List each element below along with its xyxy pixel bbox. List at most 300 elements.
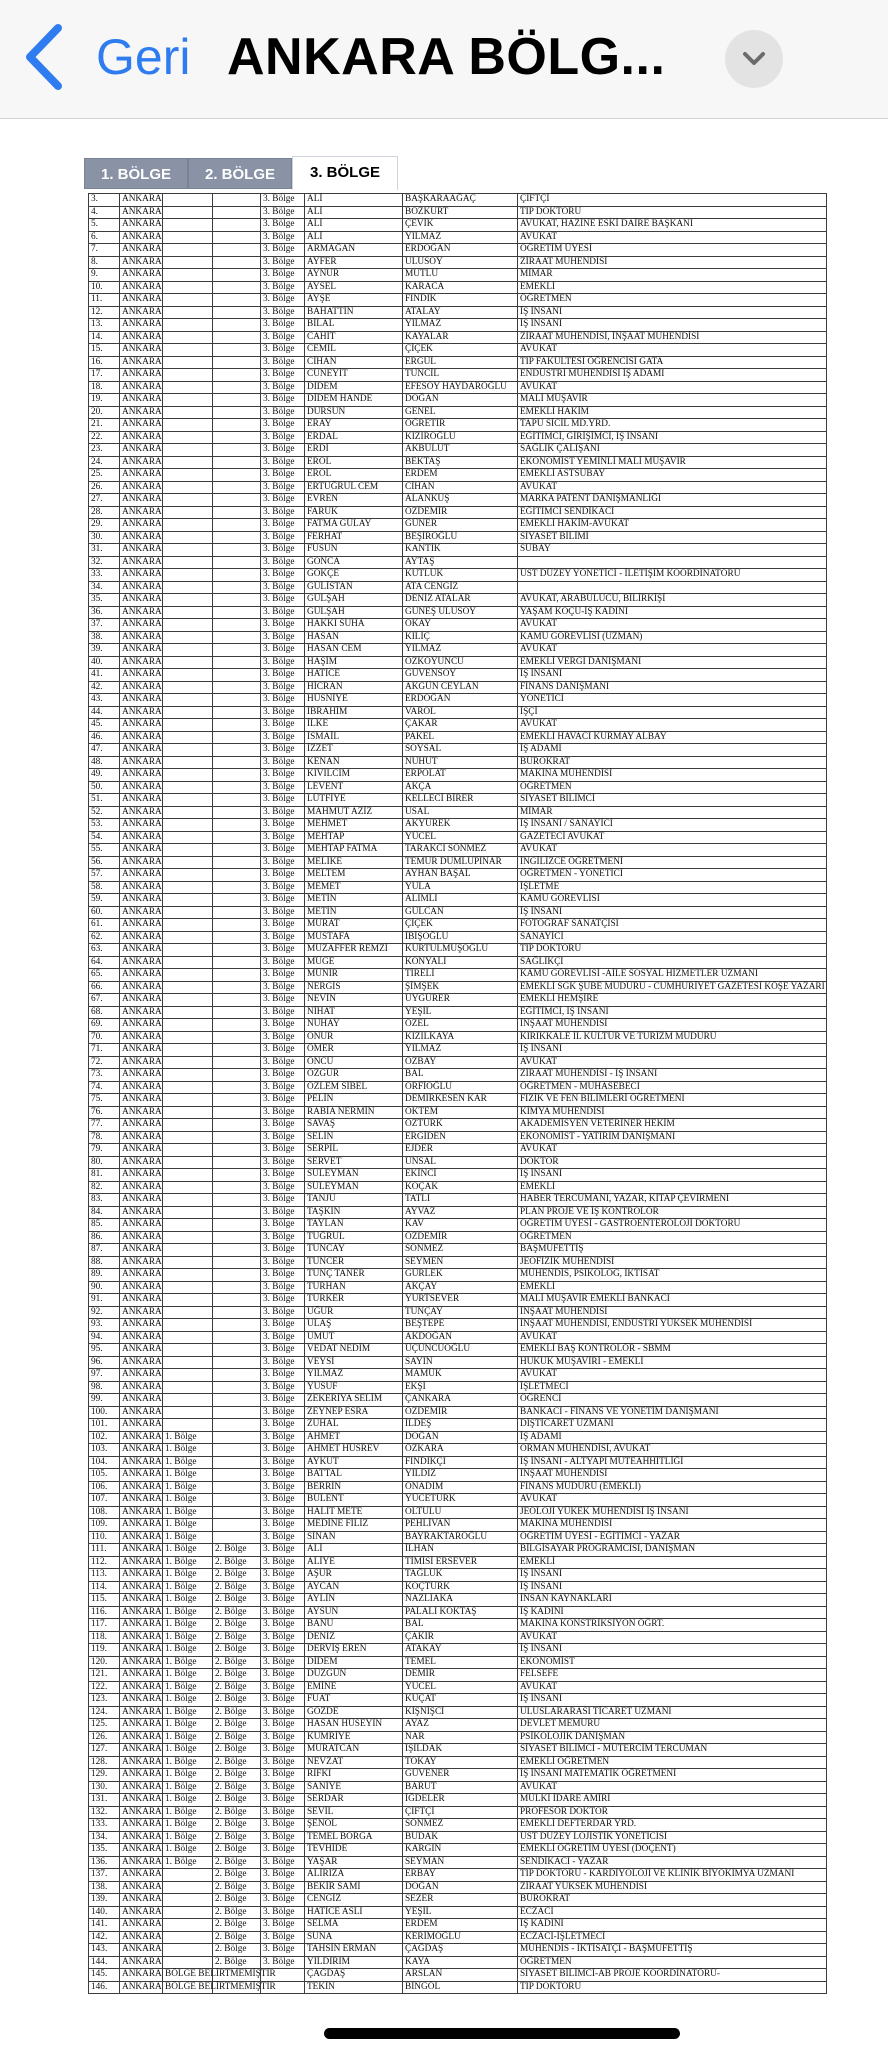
table-cell: 65.: [89, 969, 120, 982]
table-cell: BAŞMÜFETTİŞ: [518, 1244, 827, 1257]
table-cell: 3. Bölge: [261, 1569, 305, 1582]
table-cell: [213, 1344, 261, 1357]
table-cell: İŞ İNSANI: [518, 1569, 827, 1582]
table-cell: 3. Bölge: [261, 831, 305, 844]
table-cell: ERDAL: [305, 431, 403, 444]
table-row: [89, 844, 827, 857]
table-cell: 3. Bölge: [261, 1481, 305, 1494]
table-row: [89, 219, 827, 232]
table-cell: AVUKAT: [518, 1056, 827, 1069]
table-row: [89, 594, 827, 607]
table-cell: [213, 244, 261, 257]
table-cell: 3. Bölge: [261, 1781, 305, 1794]
table-cell: [213, 1369, 261, 1382]
table-cell: ULUSOY: [403, 256, 518, 269]
table-cell: BUDAK: [403, 1831, 518, 1844]
table-cell: SAĞLIKÇI: [518, 956, 827, 969]
table-cell: TUNCER: [305, 1256, 403, 1269]
table-cell: [163, 306, 213, 319]
table-cell: AKYÜREK: [403, 819, 518, 832]
table-cell: [163, 1931, 213, 1944]
table-cell: ÖZKARA: [403, 1444, 518, 1457]
table-row: [89, 269, 827, 282]
table-cell: MELTEM: [305, 869, 403, 882]
table-cell: 39.: [89, 644, 120, 657]
table-cell: 105.: [89, 1469, 120, 1482]
table-cell: ANKARA: [120, 1044, 163, 1057]
table-cell: KAMU GÖREVLİSİ (UZMAN): [518, 631, 827, 644]
table-cell: [213, 1306, 261, 1319]
table-cell: 2. Bölge: [213, 1706, 261, 1719]
table-cell: KIZIROĞLU: [403, 431, 518, 444]
table-cell: AVUKAT, ARABULUCU, BİLİRKİŞİ: [518, 594, 827, 607]
table-cell: SAVAŞ: [305, 1119, 403, 1132]
table-cell: HUKUK MÜŞAVİRİ - EMEKLİ: [518, 1356, 827, 1369]
table-cell: GENEL: [403, 406, 518, 419]
table-cell: 3. Bölge: [261, 1856, 305, 1869]
table-cell: ANKARA: [120, 1794, 163, 1807]
table-cell: ANKARA: [120, 1019, 163, 1032]
table-cell: ANKARA: [120, 1781, 163, 1794]
table-cell: 1. Bölge: [163, 1506, 213, 1519]
table-cell: 90.: [89, 1281, 120, 1294]
table-cell: 3. Bölge: [261, 319, 305, 332]
table-cell: ZİRAAT YÜKSEK MÜHENDİSİ: [518, 1881, 827, 1894]
table-cell: 24.: [89, 456, 120, 469]
table-cell: GÜLŞAH: [305, 606, 403, 619]
table-cell: [213, 644, 261, 657]
table-cell: İLHAN: [403, 1544, 518, 1557]
table-cell: MALİ MÜŞAVİR EMEKLİ BANKACI: [518, 1294, 827, 1307]
table-cell: ORMAN MÜHENDİSİ, AVUKAT: [518, 1444, 827, 1457]
table-row: [89, 1544, 827, 1557]
table-row: [89, 1156, 827, 1169]
table-cell: 3. Bölge: [261, 194, 305, 207]
table-cell: 1. Bölge: [163, 1744, 213, 1757]
table-cell: AVUKAT: [518, 1681, 827, 1694]
table-cell: MÜHENDİS - İKTİSATÇI - BAŞMÜFETTİŞ: [518, 1944, 827, 1957]
table-cell: 8.: [89, 256, 120, 269]
table-row: [89, 544, 827, 557]
table-row: [89, 1719, 827, 1732]
table-cell: ANKARA: [120, 794, 163, 807]
table-cell: PELİN: [305, 1094, 403, 1107]
table-cell: ANKARA: [120, 1556, 163, 1569]
table-cell: 3. Bölge: [261, 656, 305, 669]
table-cell: [213, 294, 261, 307]
table-cell: [213, 381, 261, 394]
table-cell: [163, 556, 213, 569]
table-cell: 2. Bölge: [213, 1944, 261, 1957]
table-cell: ARMAĞAN: [305, 244, 403, 257]
table-cell: ANKARA: [120, 1406, 163, 1419]
table-cell: 1. Bölge: [163, 1831, 213, 1844]
title-menu-button[interactable]: [725, 30, 783, 88]
table-cell: ANKARA: [120, 931, 163, 944]
table-cell: FINDIK: [403, 294, 518, 307]
table-cell: [163, 1394, 213, 1407]
table-cell: 1. Bölge: [163, 1806, 213, 1819]
table-cell: 135.: [89, 1844, 120, 1857]
table-cell: USAL: [403, 806, 518, 819]
table-row: [89, 719, 827, 732]
table-cell: 49.: [89, 769, 120, 782]
table-row: [89, 1244, 827, 1257]
table-cell: 48.: [89, 756, 120, 769]
table-cell: ÖĞRETMEN: [518, 1956, 827, 1969]
table-cell: [163, 769, 213, 782]
table-row: [89, 1519, 827, 1532]
table-cell: ANKARA: [120, 1444, 163, 1457]
tab-3-bolge[interactable]: 3. BÖLGE: [292, 156, 398, 190]
back-chevron-icon[interactable]: [20, 22, 70, 92]
table-row: [89, 1731, 827, 1744]
table-row: [89, 1344, 827, 1357]
table-cell: YILMAZ: [403, 231, 518, 244]
table-cell: AKBULUT: [403, 444, 518, 457]
table-row: [89, 469, 827, 482]
table-cell: EKŞİ: [403, 1381, 518, 1394]
table-cell: [213, 731, 261, 744]
table-cell: 2. Bölge: [213, 1831, 261, 1844]
table-cell: FERHAT: [305, 531, 403, 544]
table-cell: [213, 1231, 261, 1244]
table-cell: YÜCEL: [403, 1681, 518, 1694]
table-cell: [213, 319, 261, 332]
table-cell: YULA: [403, 881, 518, 894]
table-cell: ÜÇÜNCÜOĞLU: [403, 1344, 518, 1357]
table-cell: GONCA: [305, 556, 403, 569]
table-cell: ANKARA: [120, 1569, 163, 1582]
table-cell: AYŞE: [305, 294, 403, 307]
table-cell: ANKARA: [120, 531, 163, 544]
table-cell: 72.: [89, 1056, 120, 1069]
table-cell: MURAT: [305, 919, 403, 932]
table-cell: ANKARA: [120, 1206, 163, 1219]
table-cell: 2. Bölge: [213, 1919, 261, 1932]
table-cell: BEŞTEPE: [403, 1319, 518, 1332]
table-cell: MÜLKİ İDARE AMİRİ: [518, 1794, 827, 1807]
table-cell: ANKARA: [120, 1031, 163, 1044]
table-cell: 3. Bölge: [261, 1331, 305, 1344]
table-cell: 1. Bölge: [163, 1644, 213, 1657]
table-cell: EMEKLİ: [518, 1556, 827, 1569]
table-cell: 3. Bölge: [261, 306, 305, 319]
table-cell: AVUKAT: [518, 1781, 827, 1794]
table-cell: FOTOĞRAF SANATÇISI: [518, 919, 827, 932]
table-cell: MEHTAP FATMA: [305, 844, 403, 857]
table-cell: ÇAĞDAŞ: [305, 1969, 403, 1982]
table-cell: 132.: [89, 1806, 120, 1819]
table-cell: SİYASET BİLİMCİ-AB PROJE KOORDİNATÖRÜ-: [518, 1969, 827, 1982]
table-cell: 3. Bölge: [261, 1919, 305, 1932]
table-cell: TUNÇ TANER: [305, 1269, 403, 1282]
tab-1-bolge[interactable]: 1. BÖLGE: [84, 158, 188, 189]
table-cell: [163, 656, 213, 669]
table-cell: 3. Bölge: [261, 719, 305, 732]
table-cell: İBRAHİM: [305, 706, 403, 719]
table-cell: ONUR: [305, 1031, 403, 1044]
table-cell: ANKARA: [120, 956, 163, 969]
table-row: [89, 869, 827, 882]
table-cell: SENDİKACI - YAZAR: [518, 1856, 827, 1869]
table-row: [89, 1569, 827, 1582]
table-cell: 68.: [89, 1006, 120, 1019]
table-cell: SERPİL: [305, 1144, 403, 1157]
table-cell: [163, 494, 213, 507]
table-cell: 114.: [89, 1581, 120, 1594]
table-cell: PLAN PROJE VE İŞ KONTROLÖR: [518, 1206, 827, 1219]
table-row: [89, 1956, 827, 1969]
table-cell: 118.: [89, 1631, 120, 1644]
table-cell: [213, 194, 261, 207]
table-cell: [163, 1094, 213, 1107]
table-cell: AŞUR: [305, 1569, 403, 1582]
table-cell: 2. Bölge: [213, 1931, 261, 1944]
table-cell: [163, 1031, 213, 1044]
table-cell: DEMİRKESEN KAR: [403, 1094, 518, 1107]
table-cell: BÖLGE BELİRTMEMİŞTİR: [163, 1981, 213, 1994]
table-cell: 5.: [89, 219, 120, 232]
table-cell: ANKARA: [120, 231, 163, 244]
table-cell: [163, 519, 213, 532]
table-cell: [163, 669, 213, 682]
table-cell: 3. Bölge: [261, 1431, 305, 1444]
table-cell: ANKARA: [120, 581, 163, 594]
table-cell: 58.: [89, 881, 120, 894]
table-cell: DEMİR: [403, 1669, 518, 1682]
table-cell: 60.: [89, 906, 120, 919]
table-cell: [213, 944, 261, 957]
table-cell: 3. Bölge: [261, 1231, 305, 1244]
table-cell: 100.: [89, 1406, 120, 1419]
table-cell: 1. Bölge: [163, 1569, 213, 1582]
table-cell: SUNA: [305, 1931, 403, 1944]
table-cell: [163, 431, 213, 444]
table-row: [89, 1031, 827, 1044]
table-cell: [213, 331, 261, 344]
table-cell: [213, 1431, 261, 1444]
table-cell: KARACA: [403, 281, 518, 294]
table-cell: İŞ İNSANI MATEMATİK ÖĞRETMENİ: [518, 1769, 827, 1782]
table-cell: BİLGİSAYAR PROGRAMCISI, DANIŞMAN: [518, 1544, 827, 1557]
table-cell: [213, 1281, 261, 1294]
table-cell: 3. Bölge: [261, 331, 305, 344]
table-cell: ANKARA: [120, 669, 163, 682]
table-cell: MÜNİR: [305, 969, 403, 982]
table-cell: 3. Bölge: [261, 1219, 305, 1232]
table-cell: TEMEL BORGA: [305, 1831, 403, 1844]
table-cell: 94.: [89, 1331, 120, 1344]
table-cell: ANKARA: [120, 769, 163, 782]
table-cell: ANKARA: [120, 681, 163, 694]
table-cell: ÇANKARA: [403, 1394, 518, 1407]
table-cell: BÜLENT: [305, 1494, 403, 1507]
table-cell: ANKARA: [120, 1619, 163, 1632]
back-button[interactable]: Geri: [96, 29, 191, 85]
table-cell: [163, 869, 213, 882]
table-row: [89, 1306, 827, 1319]
table-cell: ZÜHAL: [305, 1419, 403, 1432]
table-cell: CAHİT: [305, 331, 403, 344]
table-cell: MEMET: [305, 881, 403, 894]
table-cell: [213, 394, 261, 407]
table-cell: [163, 269, 213, 282]
table-cell: ULUSLARARASI TİCARET UZMANI: [518, 1706, 827, 1719]
table-cell: ANKARA: [120, 1331, 163, 1344]
table-cell: ATAKAY: [403, 1644, 518, 1657]
table-cell: 2. Bölge: [213, 1794, 261, 1807]
table-cell: ENDÜSTRİ MÜHENDİSİ İŞ ADAMI: [518, 369, 827, 382]
table-cell: [163, 231, 213, 244]
table-cell: MURATCAN: [305, 1744, 403, 1757]
table-cell: MAMÜK: [403, 1369, 518, 1382]
table-cell: MİMAR: [518, 806, 827, 819]
table-cell: [213, 931, 261, 944]
table-cell: MUTLU: [403, 269, 518, 282]
table-cell: [163, 1919, 213, 1932]
table-cell: RABİA NERMİN: [305, 1106, 403, 1119]
table-cell: ÖĞRETMEN: [518, 294, 827, 307]
table-cell: [163, 856, 213, 869]
table-cell: 20.: [89, 406, 120, 419]
table-row: [89, 294, 827, 307]
table-cell: 2. Bölge: [213, 1606, 261, 1619]
table-cell: TEMUR DUMLUPINAR: [403, 856, 518, 869]
table-row: [89, 1294, 827, 1307]
table-cell: 2. Bölge: [213, 1544, 261, 1557]
table-cell: İBİŞOĞLU: [403, 931, 518, 944]
table-cell: SERDAR: [305, 1794, 403, 1807]
table-cell: [213, 1481, 261, 1494]
page-title: ANKARA BÖLG...: [227, 28, 666, 86]
table-cell: DİDEM HANDE: [305, 394, 403, 407]
table-cell: FINDIKÇI: [403, 1456, 518, 1469]
table-cell: 112.: [89, 1556, 120, 1569]
table-cell: 26.: [89, 481, 120, 494]
table-row: [89, 1744, 827, 1757]
table-cell: ERDOĞAN: [403, 244, 518, 257]
table-cell: MUSTAFA: [305, 931, 403, 944]
table-cell: TATLI: [403, 1194, 518, 1207]
table-cell: SEVİL: [305, 1806, 403, 1819]
table-cell: ANKARA: [120, 919, 163, 932]
table-cell: 3. Bölge: [261, 1556, 305, 1569]
table-cell: AVUKAT: [518, 381, 827, 394]
table-cell: [163, 881, 213, 894]
table-cell: [213, 469, 261, 482]
table-cell: 47.: [89, 744, 120, 757]
table-cell: [163, 531, 213, 544]
table-cell: BİLAL: [305, 319, 403, 332]
table-cell: ANKARA: [120, 744, 163, 757]
table-row: [89, 694, 827, 707]
table-cell: MÜGE: [305, 956, 403, 969]
table-cell: [163, 569, 213, 582]
table-cell: 1. Bölge: [163, 1731, 213, 1744]
table-cell: FİZİK VE FEN BİLİMLERİ ÖĞRETMENİ: [518, 1094, 827, 1107]
table-cell: 103.: [89, 1444, 120, 1457]
table-cell: EMEKLİ ASTSUBAY: [518, 469, 827, 482]
table-cell: AVUKAT: [518, 344, 827, 357]
table-cell: [213, 869, 261, 882]
table-cell: ANKARA: [120, 1456, 163, 1469]
table-cell: [213, 1169, 261, 1182]
table-cell: 3. Bölge: [261, 781, 305, 794]
table-cell: ANKARA: [120, 1856, 163, 1869]
table-cell: AKDOĞAN: [403, 1331, 518, 1344]
table-row: [89, 1444, 827, 1457]
table-cell: 102.: [89, 1431, 120, 1444]
tab-2-bolge[interactable]: 2. BÖLGE: [188, 158, 292, 189]
table-cell: ANKARA: [120, 1931, 163, 1944]
table-cell: JEOFİZİK MÜHENDİSİ: [518, 1256, 827, 1269]
table-cell: İNSAN KAYNAKLARI: [518, 1594, 827, 1607]
table-cell: [163, 1356, 213, 1369]
table-row: [89, 1594, 827, 1607]
table-row: [89, 1494, 827, 1507]
table-cell: [213, 594, 261, 607]
table-cell: ANKARA: [120, 1356, 163, 1369]
table-cell: ALİYE: [305, 1556, 403, 1569]
table-row: [89, 681, 827, 694]
table-row: [89, 631, 827, 644]
table-cell: ANKARA: [120, 881, 163, 894]
table-cell: 3. Bölge: [261, 1394, 305, 1407]
table-cell: DİDEM: [305, 1656, 403, 1669]
table-cell: TAŞKIN: [305, 1206, 403, 1219]
table-cell: ALANKUŞ: [403, 494, 518, 507]
table-cell: [163, 694, 213, 707]
table-row: [89, 1694, 827, 1707]
table-cell: 104.: [89, 1456, 120, 1469]
table-cell: ANKARA: [120, 719, 163, 732]
table-cell: KURTULMUŞOĞLU: [403, 944, 518, 957]
table-cell: 3. Bölge: [261, 1469, 305, 1482]
table-cell: GÜVENER: [403, 1769, 518, 1782]
table-cell: GÜVENSOY: [403, 669, 518, 682]
table-cell: 3. Bölge: [261, 881, 305, 894]
table-cell: İNGİLİZCE ÖĞRETMENİ: [518, 856, 827, 869]
table-cell: ALİ: [305, 219, 403, 232]
table-cell: ANKARA: [120, 644, 163, 657]
table-cell: 78.: [89, 1131, 120, 1144]
table-cell: AYFER: [305, 256, 403, 269]
table-cell: ANKARA: [120, 756, 163, 769]
table-cell: 3. Bölge: [261, 1344, 305, 1357]
table-cell: 89.: [89, 1269, 120, 1282]
table-cell: [213, 1006, 261, 1019]
table-row: [89, 1969, 827, 1982]
table-cell: AYHAN BAŞAL: [403, 869, 518, 882]
table-cell: 3. Bölge: [261, 519, 305, 532]
table-cell: [213, 781, 261, 794]
table-cell: 85.: [89, 1219, 120, 1232]
table-cell: 3. Bölge: [261, 1494, 305, 1507]
table-cell: [213, 1056, 261, 1069]
table-cell: EMEKLİ: [518, 1181, 827, 1194]
table-cell: EVREN: [305, 494, 403, 507]
table-cell: [213, 981, 261, 994]
table-cell: SAYIN: [403, 1356, 518, 1369]
table-row: [89, 1469, 827, 1482]
table-cell: ANKARA: [120, 306, 163, 319]
table-cell: ZEYNEP ESRA: [305, 1406, 403, 1419]
table-cell: 137.: [89, 1869, 120, 1882]
table-cell: [163, 594, 213, 607]
table-cell: ANKARA: [120, 944, 163, 957]
table-cell: 1. Bölge: [163, 1606, 213, 1619]
